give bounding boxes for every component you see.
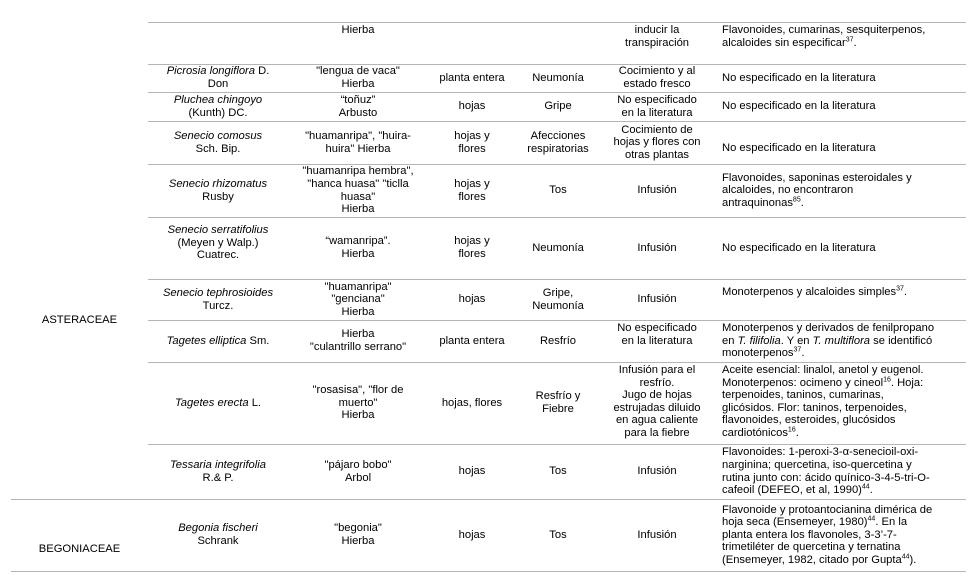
chemistry-cell: No especificado en la literatura xyxy=(722,142,876,155)
use-cell: Resfrío xyxy=(539,334,577,347)
plant-part-cell: hojas y flores xyxy=(454,177,490,203)
species-cell: Senecio rhizomatus Rusby xyxy=(168,177,268,203)
species-cell: Pluchea chingoyo (Kunth) DC. xyxy=(173,93,263,119)
chemistry-cell: Flavonoides, cumarinas, sesquiterpenos, alcaloides sin especificar$^{37}$. xyxy=(722,24,926,49)
family-label: ASTERACEAE xyxy=(41,314,118,326)
common-name-cell: "huamanripa hembra", "hanca huasa" "ticlla huasa" Hierba xyxy=(302,165,414,216)
use-cell: Tos xyxy=(549,184,567,197)
chemistry-cell: Monoterpenos y alcaloides simples$^{37}$. xyxy=(722,285,908,298)
common-name-cell: "huamanripa" "genciana" Hierba xyxy=(324,280,392,318)
species-cell: Tagetes erecta L. xyxy=(174,396,262,409)
species-cell: Picrosia longiflora D. Don xyxy=(166,65,270,90)
species-cell: Senecio serratifolius (Meyen y Walp.) Cuatrec. xyxy=(167,224,269,262)
common-name-cell: "lengua de vaca" Hierba xyxy=(316,65,400,90)
chemistry-cell: Flavonoide y protoantocianina dimérica de hoja seca (Ensemeyer, 1980)$^{44}$. En la planta entera los flavonoles, 3-3’-7- trimetiléter de quercetina y ternatina (Ensemeyer, 1982, citado por Gupta$^{44}$). xyxy=(722,503,933,566)
use-cell: Gripe xyxy=(544,100,572,113)
species-cell: Begonia fischeri Schrank xyxy=(178,522,258,547)
common-name-cell: “toñuz” Arbusto xyxy=(338,93,378,119)
chemistry-cell: Aceite esencial: linalol, anetol y eugenol. Monoterpenos: ocimeno y cineol$^{16}$. Hoja: terpenoides, taninos, cumarinas, glicósidos. Flor: taninos, terpenoides, flavonoides, esteroides, glucósidos cardiotónicos$^{16}$. xyxy=(722,364,924,439)
family-label: BEGONIACEAE xyxy=(38,543,121,555)
preparation-cell: Cocimiento de hojas y flores con otras plantas xyxy=(613,123,701,161)
chemistry-cell: Flavonoides: 1-peroxi-3-α-senecioil-oxi- narginina; quercetina, iso-quercetina y rutina junto con: ácido quínico-3-4-5-tri-O- cafeoil (DEFEO, et al, 1990)$^{44}$. xyxy=(722,446,930,497)
common-name-cell: "rosasisa", "flor de muerto" Hierba xyxy=(312,384,404,422)
preparation-cell: Infusión xyxy=(637,293,677,306)
common-name-cell: Hierba "culantrillo serrano" xyxy=(309,328,407,353)
plant-part-cell: hojas xyxy=(458,528,486,541)
chemistry-cell: No especificado en la literatura xyxy=(722,71,876,84)
plant-part-cell: hojas y flores xyxy=(454,129,490,155)
use-cell: Gripe, Neumonía xyxy=(532,286,584,312)
use-cell: Neumonía xyxy=(532,241,584,254)
plant-part-cell: hojas, flores xyxy=(441,396,503,409)
preparation-cell: inducir la transpiración xyxy=(624,24,690,49)
use-cell: Tos xyxy=(549,465,567,478)
common-name-cell: “wamanripa”. Hierba xyxy=(325,235,391,260)
plant-part-cell: planta entera xyxy=(439,334,505,347)
common-name-cell: "pájaro bobo" Arbol xyxy=(324,458,392,484)
preparation-cell: Infusión xyxy=(637,241,677,254)
common-name-cell: "huamanripa", "huira- huira" Hierba xyxy=(305,129,411,155)
use-cell: Resfrío y Fiebre xyxy=(535,390,581,415)
use-cell: Tos xyxy=(549,528,567,541)
preparation-cell: Infusión para el resfrío. Jugo de hojas estrujadas diluido en agua caliente para la fiebre xyxy=(613,364,701,439)
species-cell: Tagetes elliptica Sm. xyxy=(166,334,270,347)
plant-part-cell: hojas xyxy=(458,293,486,306)
plant-part-cell: planta entera xyxy=(439,71,505,84)
preparation-cell: No especificado en la literatura xyxy=(617,322,697,347)
common-name-cell: Hierba xyxy=(341,23,375,36)
chemistry-cell: No especificado en la literatura xyxy=(722,100,876,113)
preparation-cell: Infusión xyxy=(637,184,677,197)
chemistry-cell: Flavonoides, saponinas esteroidales y alcaloides, no encontraron antraquinonas$^{85}$. xyxy=(722,171,912,209)
plant-part-cell: hojas xyxy=(458,100,486,113)
plant-part-cell: hojas xyxy=(458,465,486,478)
preparation-cell: Cocimiento y al estado fresco xyxy=(618,65,696,90)
use-cell: Neumonía xyxy=(532,71,584,84)
chemistry-cell: Monoterpenos y derivados de fenilpropano en T. filifolia. Y en T. multiflora se identificó monoterpenos$^{37}$. xyxy=(722,322,935,360)
species-cell: Senecio tephrosioides Turcz. xyxy=(162,286,274,312)
preparation-cell: Infusión xyxy=(637,465,677,478)
species-cell: Senecio comosus Sch. Bip. xyxy=(173,129,263,155)
species-cell: Tessaria integrifolia R.& P. xyxy=(170,458,266,484)
table-bottom-rule xyxy=(11,571,966,572)
plant-part-cell: hojas y flores xyxy=(454,235,490,260)
preparation-cell: No especificado en la literatura xyxy=(617,93,697,119)
chemistry-cell: No especificado en la literatura xyxy=(722,241,876,254)
use-cell: Afecciones respiratorias xyxy=(527,129,589,155)
preparation-cell: Infusión xyxy=(637,528,677,541)
common-name-cell: "begonia" Hierba xyxy=(334,522,382,547)
